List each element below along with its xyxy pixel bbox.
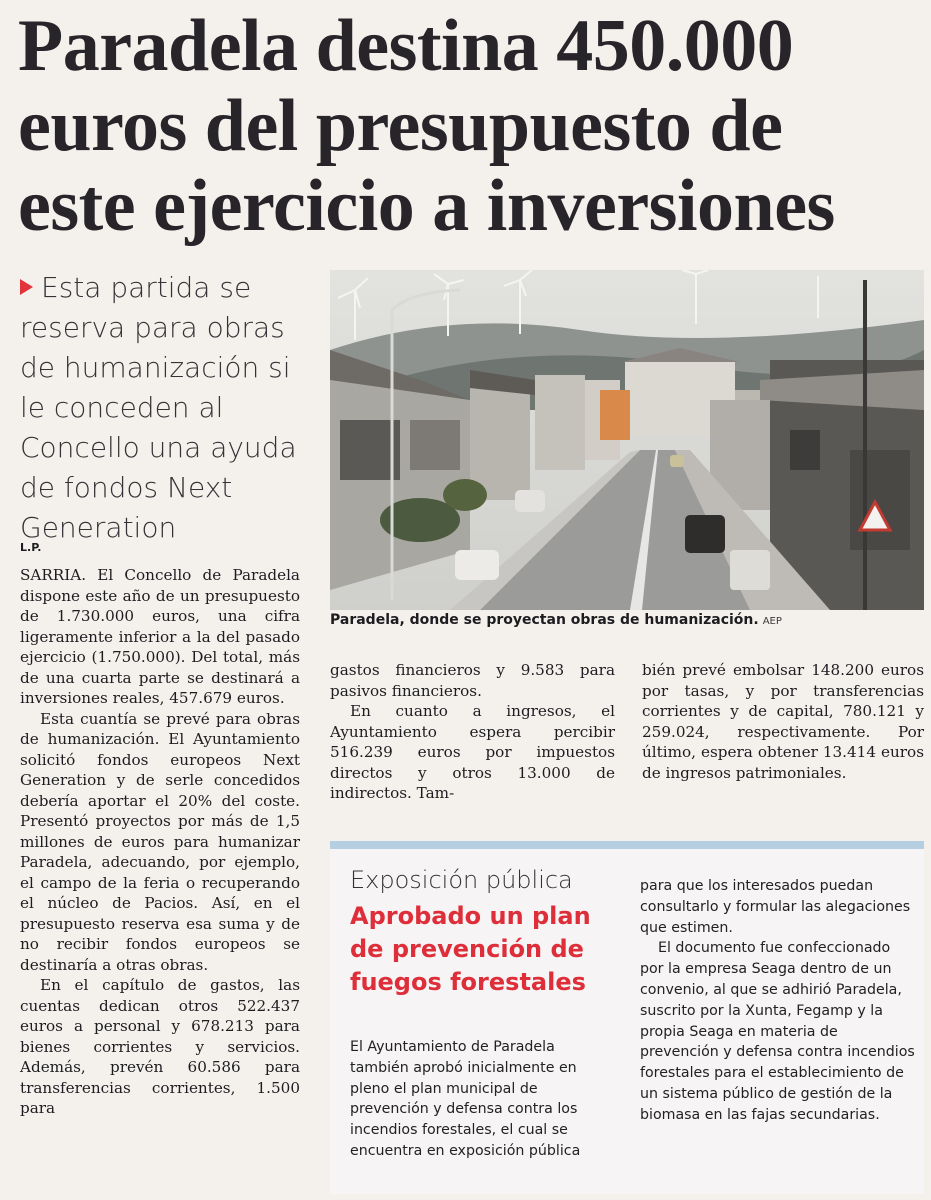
sidebar-paragraph: para que los interesados puedan consultarlo y formular las alegaciones que estimen. — [640, 878, 911, 936]
caption-text: Paradela, donde se proyectan obras de humanización. — [330, 612, 759, 628]
byline: L.P. — [20, 541, 42, 554]
article-paragraph: bién prevé embolsar 148.200 euros por tasas, y por transferencias corrientes y de capital, 780.121 y 259.024, respectivamente. Por último, espera obtener 13.414 euros de ingresos patrimoniales. — [642, 661, 924, 782]
sidebar-section-label: Exposición pública — [350, 866, 573, 894]
subtitle-text: Esta partida se reserva para obras de humanización si le conceden al Concello una ayuda de fondos Next Generation — [20, 271, 297, 544]
triangle-bullet-icon — [20, 279, 33, 295]
photo-credit: AEP — [762, 616, 782, 627]
headline-line: euros del presupuesto de — [18, 85, 783, 167]
article-column-2 — [330, 660, 615, 804]
headline-line: Paradela destina 450.000 — [18, 5, 794, 87]
sidebar-paragraph: El documento fue confeccionado por la empresa Seaga dentro de un convenio, al que se adhirió Paradela, suscrito por la Xunta, Fegamp y la propia Seaga en materia de prevención y defensa contra incendios forestales para el establecimiento de un sistema público de gestión de la biomasa en las fajas secundarias. — [640, 940, 915, 1123]
article-paragraph: En cuanto a ingresos, el Ayuntamiento espera percibir 516.239 euros por impuestos directos y otros 13.000 de indirectos. Tam- — [330, 702, 615, 802]
street-photo-illustration — [330, 270, 924, 610]
sidebar-title: Aprobado un plan de prevención de fuegos forestales — [350, 902, 591, 996]
article-paragraph: gastos financieros y 9.583 para pasivos financieros. — [330, 661, 615, 700]
subtitle — [20, 268, 320, 548]
article-column-3 — [642, 660, 924, 783]
article-paragraph: Esta cuantía se prevé para obras de humanización. El Ayuntamiento solicitó fondos europeos Next Generation y de serle concedidos debería aportar el 20% del coste. Presentó proyectos por más de 1,5 millones de euros para humanizar Paradela, adecuando, por ejemplo, el campo de la feria o recuperando el núcleo de Pacios. Así, en el presupuesto reserva esa suma y de no recibir fondos europeos se destinaría a otras obras. — [20, 709, 300, 974]
sidebar-column-1 — [350, 1037, 615, 1162]
sidebar-column-2 — [640, 876, 915, 1126]
sidebar-top-rule — [330, 841, 924, 849]
photo-caption — [330, 612, 924, 628]
news-photo — [330, 270, 924, 610]
headline — [18, 6, 918, 246]
article-paragraph: SARRIA. El Concello de Paradela dispone este año de un presupuesto de 1.730.000 euros, una cifra ligeramente inferior a la del pasado ejercicio (1.750.000). Del total, más de una cuarta parte se destinará a inversiones reales, 457.679 euros. — [20, 566, 300, 707]
article-paragraph: En el capítulo de gastos, las cuentas dedican otros 522.437 euros a personal y 678.213 para bienes corrientes y servicios. Además, prevén 60.586 para transferencias corrientes, 1.500 para — [20, 976, 300, 1117]
article-column-1 — [20, 565, 300, 1119]
sidebar-paragraph: El Ayuntamiento de Paradela también aprobó inicialmente en pleno el plan municipal de prevención y defensa contra los incendios forestales, el cual se encuentra en exposición pública — [350, 1039, 581, 1159]
headline-line: este ejercicio a inversiones — [18, 165, 835, 247]
